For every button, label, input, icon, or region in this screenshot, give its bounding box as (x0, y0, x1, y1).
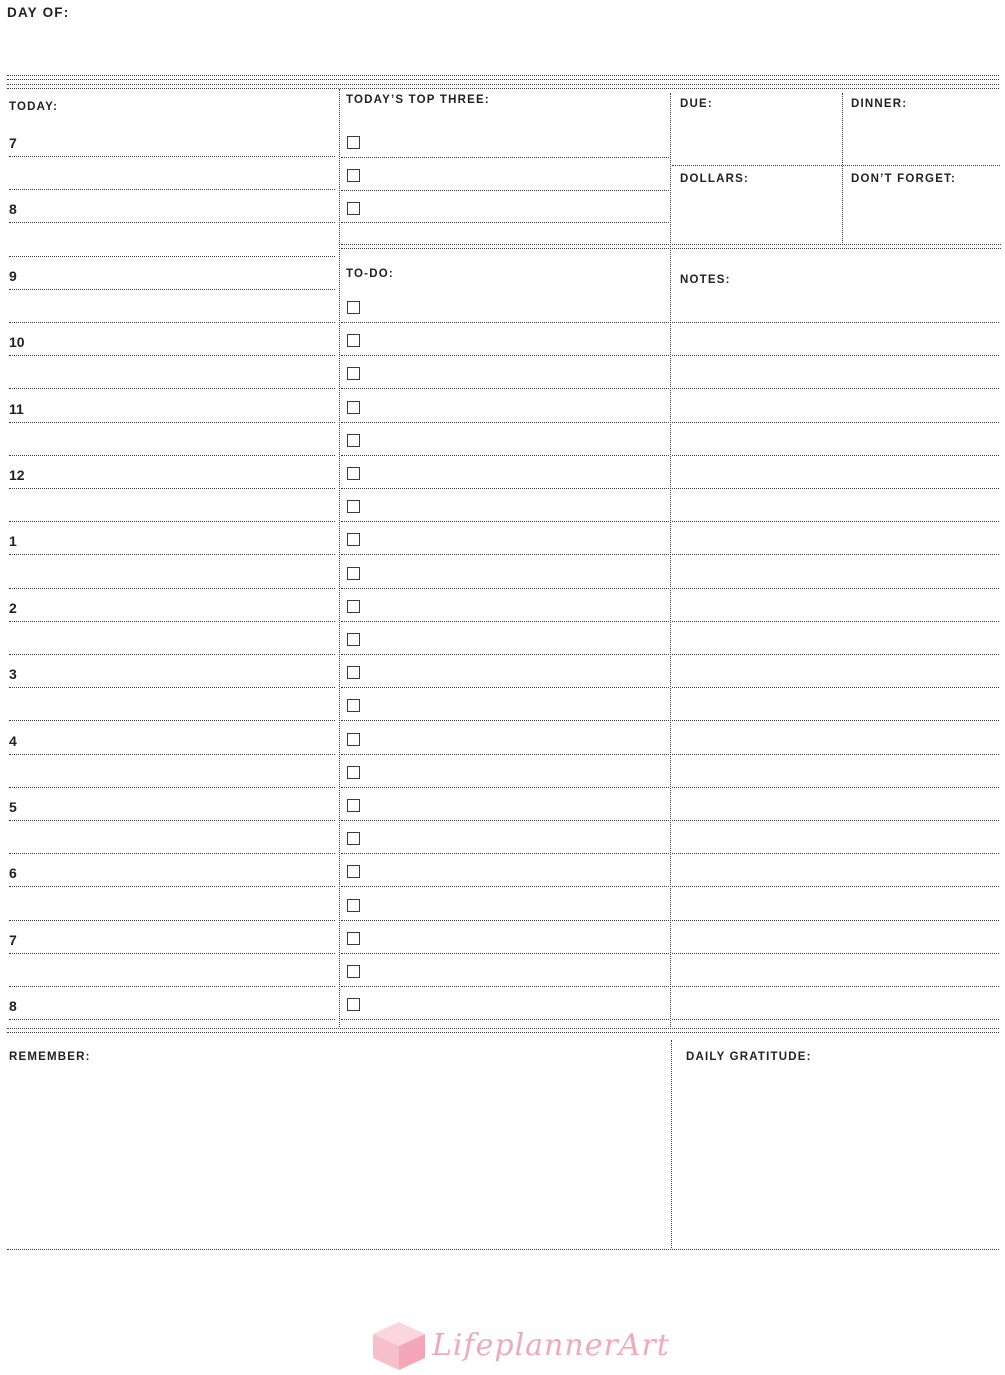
schedule-slot[interactable] (9, 356, 335, 386)
hour-label: 8 (9, 998, 17, 1014)
top-grid-divider (7, 84, 999, 89)
todo-checkbox[interactable] (347, 500, 360, 513)
gratitude-label: DAILY GRATITUDE: (686, 1051, 812, 1063)
todo-checkbox[interactable] (347, 998, 360, 1011)
todo-line (341, 687, 669, 688)
hour-label: 7 (9, 932, 17, 948)
bottom-final-line (7, 1249, 999, 1250)
todo-line (341, 886, 669, 887)
todo-line (341, 920, 669, 921)
hour-label: 4 (9, 733, 17, 749)
todo-line (341, 720, 669, 721)
watermark-text: LifeplannerArt (432, 1328, 670, 1363)
remember-gratitude-divider (671, 1040, 672, 1248)
todo-checkbox[interactable] (347, 699, 360, 712)
header-divider (7, 75, 999, 80)
schedule-label: TODAY: (9, 101, 59, 113)
schedule-slot[interactable] (9, 821, 335, 851)
dollars-label: DOLLARS: (680, 173, 750, 185)
todo-line (341, 422, 669, 423)
todo-checkbox[interactable] (347, 401, 360, 414)
schedule-slot[interactable] (9, 224, 335, 254)
top-three-bottom-divider (341, 244, 1001, 249)
hour-label: 7 (9, 135, 17, 151)
hour-label: 10 (9, 334, 25, 350)
todo-checkbox[interactable] (347, 899, 360, 912)
bottom-divider (7, 1028, 999, 1033)
dinner-label: DINNER: (851, 98, 908, 110)
schedule-line (9, 886, 335, 887)
cube-logo-icon (370, 1320, 428, 1370)
todo-line (341, 853, 669, 854)
schedule-slot[interactable] (9, 157, 335, 187)
day-of-field[interactable] (7, 20, 997, 72)
top-three-checkbox[interactable] (347, 202, 360, 215)
schedule-line (9, 720, 335, 721)
todo-checkbox[interactable] (347, 567, 360, 580)
schedule-slot[interactable] (9, 954, 335, 984)
dont-forget-label: DON’T FORGET: (851, 173, 957, 185)
todo-line (341, 953, 669, 954)
top-three-line (341, 190, 669, 191)
schedule-slot[interactable] (9, 622, 335, 652)
schedule-slot[interactable] (9, 987, 335, 1017)
todo-checkbox[interactable] (347, 932, 360, 945)
todo-checkbox[interactable] (347, 666, 360, 679)
todo-checkbox[interactable] (347, 467, 360, 480)
todo-line (341, 455, 669, 456)
schedule-line (9, 388, 335, 389)
todo-checkbox[interactable] (347, 766, 360, 779)
hour-label: 1 (9, 533, 17, 549)
todo-line (341, 1019, 669, 1020)
schedule-slot[interactable] (9, 390, 335, 420)
top-three-checkbox[interactable] (347, 136, 360, 149)
remember-field[interactable] (8, 1068, 663, 1243)
schedule-slot[interactable] (9, 755, 335, 785)
todo-checkbox[interactable] (347, 865, 360, 878)
todo-line (341, 787, 669, 788)
schedule-slot[interactable] (9, 888, 335, 918)
schedule-slot[interactable] (9, 456, 335, 486)
todo-line (341, 654, 669, 655)
hour-label: 6 (9, 865, 17, 881)
schedule-slot[interactable] (9, 854, 335, 884)
schedule-slot[interactable] (9, 722, 335, 752)
todo-line (341, 488, 669, 489)
gratitude-field[interactable] (680, 1068, 996, 1243)
schedule-slot[interactable] (9, 1020, 335, 1050)
schedule-slot[interactable] (9, 323, 335, 353)
todo-checkbox[interactable] (347, 533, 360, 546)
todo-line (341, 554, 669, 555)
hour-label: 8 (9, 201, 17, 217)
schedule-slot[interactable] (9, 688, 335, 718)
hour-label: 2 (9, 600, 17, 616)
day-of-label: DAY OF: (7, 5, 70, 20)
schedule-slot[interactable] (9, 655, 335, 685)
schedule-slot[interactable] (9, 522, 335, 552)
top-three-label: TODAY’S TOP THREE: (346, 94, 490, 106)
todo-line (341, 322, 669, 323)
due-dinner-divider (842, 93, 843, 243)
schedule-slot[interactable] (9, 257, 335, 287)
notes-line (672, 1019, 999, 1020)
schedule-slot[interactable] (9, 556, 335, 586)
todo-line (341, 754, 669, 755)
todo-line (341, 820, 669, 821)
todo-checkbox[interactable] (347, 600, 360, 613)
todo-checkbox[interactable] (347, 434, 360, 447)
todo-checkbox[interactable] (347, 799, 360, 812)
schedule-column-divider (339, 89, 340, 1027)
notes-label: NOTES: (680, 274, 731, 286)
schedule-slot[interactable] (9, 124, 335, 154)
hour-label: 12 (9, 467, 25, 483)
schedule-slot[interactable] (9, 290, 335, 320)
todo-line (341, 986, 669, 987)
todo-checkbox[interactable] (347, 367, 360, 380)
todo-line (341, 388, 669, 389)
todo-checkbox[interactable] (347, 301, 360, 314)
todo-label: TO-DO: (346, 268, 394, 280)
top-three-last-line (341, 222, 669, 223)
todo-line (341, 355, 669, 356)
due-dollars-divider (672, 165, 1000, 166)
todo-checkbox[interactable] (347, 334, 360, 347)
schedule-slot[interactable] (9, 788, 335, 818)
hour-label: 11 (9, 401, 24, 417)
todo-line (341, 521, 669, 522)
tasks-column-divider (670, 93, 671, 1027)
top-three-line (341, 157, 669, 158)
notes-field[interactable] (674, 292, 996, 1017)
todo-checkbox[interactable] (347, 832, 360, 845)
hour-label: 9 (9, 268, 17, 284)
schedule-line (9, 554, 335, 555)
schedule-slot[interactable] (9, 423, 335, 453)
todo-line (341, 588, 669, 589)
hour-label: 3 (9, 666, 17, 682)
remember-label: REMEMBER: (9, 1051, 91, 1063)
todo-checkbox[interactable] (347, 633, 360, 646)
todo-checkbox[interactable] (347, 733, 360, 746)
hour-label: 5 (9, 799, 17, 815)
todo-checkbox[interactable] (347, 965, 360, 978)
schedule-slot[interactable] (9, 589, 335, 619)
schedule-line (9, 222, 335, 223)
due-label: DUE: (680, 98, 713, 110)
schedule-slot[interactable] (9, 190, 335, 220)
todo-line (341, 621, 669, 622)
schedule-slot[interactable] (9, 489, 335, 519)
top-three-checkbox[interactable] (347, 169, 360, 182)
schedule-slot[interactable] (9, 921, 335, 951)
